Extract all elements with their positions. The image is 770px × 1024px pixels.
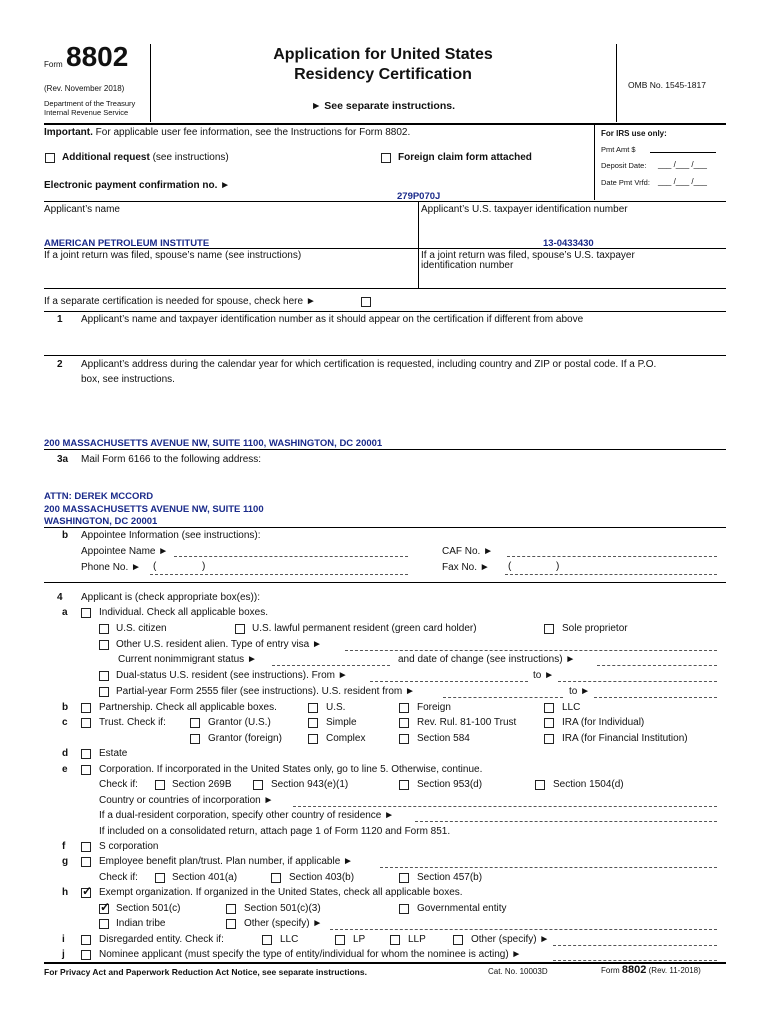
exempt-org-checkbox[interactable] <box>81 884 93 898</box>
govt-entity-checkbox[interactable] <box>399 904 409 914</box>
exempt-other-checkbox[interactable] <box>226 919 236 929</box>
country-inc-field[interactable] <box>293 806 717 807</box>
line4g-letter: g <box>62 856 69 867</box>
appointee-name-label: Appointee Name ► <box>81 546 169 557</box>
date-change-label: and date of change (see instructions) ► <box>398 654 576 665</box>
sec943-checkbox[interactable] <box>253 780 263 790</box>
omb-number: OMB No. 1545-1817 <box>628 80 706 90</box>
grantor-us-checkbox[interactable] <box>190 718 200 728</box>
epayment-value[interactable]: 279P070J <box>397 191 441 202</box>
plan-check-if: Check if: <box>99 872 138 883</box>
see-instructions: ► See separate instructions. <box>310 100 456 112</box>
phone-field[interactable] <box>150 574 408 575</box>
phone-paren-close: ) <box>202 561 206 572</box>
spouse-tin-label-1: If a joint return was filed, spouse’s U.S. taxpayer <box>421 250 635 261</box>
sec501c-check-mark: ✓ <box>100 900 111 914</box>
partnership-us-checkbox[interactable] <box>308 703 318 713</box>
dual-resident-field[interactable] <box>415 821 717 822</box>
important-note <box>44 127 410 139</box>
disregarded-other-label: Other (specify) ► <box>471 934 550 945</box>
phone-paren-open: ( <box>153 561 157 572</box>
partial-year-checkbox[interactable] <box>99 687 109 697</box>
lpr-label: U.S. lawful permanent resident (green card holder) <box>252 623 477 634</box>
visa-type-field[interactable] <box>345 650 717 651</box>
line4j-letter: j <box>62 949 65 960</box>
nominee-checkbox[interactable] <box>81 950 91 960</box>
grantor-foreign-label: Grantor (foreign) <box>208 733 282 744</box>
rule-line3a-top <box>44 449 726 450</box>
corp-check-if: Check if: <box>99 779 138 790</box>
irs-box-divider <box>594 124 595 200</box>
dual-status-checkbox[interactable] <box>99 671 109 681</box>
foreign-claim-label: Foreign claim form attached <box>398 152 532 163</box>
applicant-tin-label: Applicant’s U.S. taxpayer identification number <box>421 204 628 215</box>
additional-request-label <box>62 152 229 164</box>
line4b-letter: b <box>62 702 69 713</box>
benefit-plan-label: Employee benefit plan/trust. Plan number, if applicable ► <box>99 856 353 867</box>
disregarded-checkbox[interactable] <box>81 935 91 945</box>
exempt-org-check-mark: ✓ <box>82 884 93 898</box>
complex-label: Complex <box>326 733 366 744</box>
rule-line1-top <box>44 311 726 312</box>
estate-label: Estate <box>99 748 128 759</box>
line3b-text: Appointee Information (see instructions): <box>81 530 261 541</box>
sec943-label: Section 943(e)(1) <box>271 779 349 790</box>
agency: Internal Revenue Service <box>44 108 129 117</box>
deposit-date-blank: ___ /___ /___ <box>658 160 707 169</box>
nominee-field[interactable] <box>553 960 717 961</box>
ira-individual-label: IRA (for Individual) <box>562 717 645 728</box>
sec953-label: Section 953(d) <box>417 779 483 790</box>
form-number: 8802 <box>66 41 129 72</box>
simple-label: Simple <box>326 717 357 728</box>
line4-text: Applicant is (check appropriate box(es)): <box>81 592 260 603</box>
mail-address-line2[interactable]: 200 MASSACHUSETTS AVENUE NW, SUITE 1100 <box>44 504 264 515</box>
indian-tribe-label: Indian tribe <box>116 918 166 929</box>
rule-applicant-top <box>44 201 726 202</box>
line4i-letter: i <box>62 934 65 945</box>
mail-address-line1[interactable]: ATTN: DEREK MCCORD <box>44 491 154 502</box>
disregarded-other-checkbox[interactable] <box>453 935 463 945</box>
line4a-letter: a <box>62 607 68 618</box>
revision-date: (Rev. November 2018) <box>44 84 125 93</box>
sec501c3-checkbox[interactable] <box>226 904 236 914</box>
separate-cert-label: If a separate certification is needed for spouse, check here ► <box>44 296 316 307</box>
mail-address-line3[interactable]: WASHINGTON, DC 20001 <box>44 516 158 527</box>
sec269b-label: Section 269B <box>172 779 232 790</box>
partnership-foreign-label: Foreign <box>417 702 451 713</box>
disregarded-label: Disregarded entity. Check if: <box>99 934 224 945</box>
department: Department of the Treasury <box>44 99 136 108</box>
date-pmt-vrfd-blank: ___ /___ /___ <box>658 177 707 186</box>
individual-label: Individual. Check all applicable boxes. <box>99 607 268 618</box>
sec401a-checkbox[interactable] <box>155 873 165 883</box>
dual-to-field[interactable] <box>558 681 717 682</box>
dual-from-field[interactable] <box>370 681 528 682</box>
trust-checkbox[interactable] <box>81 718 91 728</box>
partnership-foreign-checkbox[interactable] <box>399 703 409 713</box>
partnership-llc-checkbox[interactable] <box>544 703 554 713</box>
rule-line4-top <box>44 582 726 583</box>
applicant-divider <box>418 202 419 288</box>
important-label: Important. <box>44 127 93 138</box>
applicant-tin-value[interactable]: 13-0433430 <box>543 238 594 249</box>
epayment-label: Electronic payment confirmation no. ► <box>44 180 231 191</box>
footer-revision: (Rev. 11-2018) <box>648 966 701 975</box>
sec403b-checkbox[interactable] <box>271 873 281 883</box>
disregarded-lp-checkbox[interactable] <box>335 935 345 945</box>
corporation-checkbox[interactable] <box>81 765 91 775</box>
s-corp-checkbox[interactable] <box>81 842 91 852</box>
irs-use-only: For IRS use only: <box>601 129 667 138</box>
line4d-letter: d <box>62 748 69 759</box>
exempt-other-field[interactable] <box>330 929 717 930</box>
partnership-llc-label: LLC <box>562 702 581 713</box>
ira-financial-label: IRA (for Financial Institution) <box>562 733 688 744</box>
fax-field[interactable] <box>505 574 717 575</box>
trust-label: Trust. Check if: <box>99 717 166 728</box>
sec457b-label: Section 457(b) <box>417 872 483 883</box>
partnership-us-label: U.S. <box>326 702 346 713</box>
line3a-text: Mail Form 6166 to the following address: <box>81 454 262 465</box>
disregarded-other-field[interactable] <box>553 945 717 946</box>
exempt-other-label: Other (specify) ► <box>244 918 323 929</box>
estate-checkbox[interactable] <box>81 749 91 759</box>
disregarded-llc-label: LLC <box>280 934 299 945</box>
sec584-label: Section 584 <box>417 733 470 744</box>
indian-tribe-checkbox[interactable] <box>99 919 109 929</box>
header-rule <box>44 123 726 125</box>
nominee-label: Nominee applicant (must specify the type of entity/individual for whom the nominee is acting) ► <box>99 949 522 960</box>
nonimm-status-label: Current nonimmigrant status ► <box>118 654 257 665</box>
sec403b-label: Section 403(b) <box>289 872 355 883</box>
line1-number: 1 <box>57 314 63 325</box>
line4f-letter: f <box>62 841 66 852</box>
disregarded-llp-checkbox[interactable] <box>390 935 400 945</box>
catalog-number: Cat. No. 10003D <box>488 967 548 976</box>
individual-checkbox[interactable] <box>81 608 91 618</box>
govt-entity-label: Governmental entity <box>417 903 507 914</box>
dual-status-label: Dual-status U.S. resident (see instructions). From ► <box>116 670 348 681</box>
rev-rul-checkbox[interactable] <box>399 718 409 728</box>
disregarded-lp-label: LP <box>353 934 366 945</box>
additional-request-checkbox[interactable] <box>45 153 55 163</box>
form-title-line1: Application for United States <box>273 46 493 63</box>
line4-number: 4 <box>57 592 63 603</box>
plan-number-field[interactable] <box>380 867 717 868</box>
ira-individual-checkbox[interactable] <box>544 718 554 728</box>
header-divider-right <box>616 44 617 122</box>
applicant-name-value[interactable]: AMERICAN PETROLEUM INSTITUTE <box>44 238 210 249</box>
date-change-field[interactable] <box>597 665 717 666</box>
partial-to-field[interactable] <box>594 697 717 698</box>
rev-rul-label: Rev. Rul. 81-100 Trust <box>417 717 517 728</box>
partnership-label: Partnership. Check all applicable boxes. <box>99 702 277 713</box>
applicant-name-label: Applicant’s name <box>44 204 120 215</box>
additional-request-text: Additional request <box>62 152 150 163</box>
pmt-amt-line <box>650 152 716 153</box>
fax-paren-close: ) <box>556 561 560 572</box>
grantor-foreign-checkbox[interactable] <box>190 734 200 744</box>
line3b-letter: b <box>62 530 69 541</box>
exempt-org-label: Exempt organization. If organized in the United States, check all applicable boxes. <box>99 887 463 898</box>
sole-prop-label: Sole proprietor <box>562 623 628 634</box>
partial-year-label: Partial-year Form 2555 filer (see instructions). U.S. resident from ► <box>116 686 415 697</box>
disregarded-llc-checkbox[interactable] <box>262 935 272 945</box>
complex-checkbox[interactable] <box>308 734 318 744</box>
line4c-letter: c <box>62 717 68 728</box>
us-citizen-label: U.S. citizen <box>116 623 167 634</box>
dual-to-label: to ► <box>533 670 555 681</box>
caf-field[interactable] <box>507 556 717 557</box>
sec1504-checkbox[interactable] <box>535 780 545 790</box>
sec501c3-label: Section 501(c)(3) <box>244 903 321 914</box>
line2-text-1: Applicant’s address during the calendar year for which certification is requested, including country and ZIP or postal code. If a P.O. <box>81 359 657 370</box>
deposit-date-label: Deposit Date: <box>601 161 647 170</box>
phone-label: Phone No. ► <box>81 562 141 573</box>
line4h-letter: h <box>62 887 69 898</box>
line2-address-value[interactable]: 200 MASSACHUSETTS AVENUE NW, SUITE 1100, WASHINGTON, DC 20001 <box>44 438 383 449</box>
footer-form-number: 8802 <box>621 964 647 976</box>
spouse-name-label: If a joint return was filed, spouse’s name (see instructions) <box>44 250 302 261</box>
simple-checkbox[interactable] <box>308 718 318 728</box>
pmt-amt-label: Pmt Amt $ <box>601 145 636 154</box>
disregarded-llp-label: LLP <box>408 934 426 945</box>
line2-number: 2 <box>57 359 63 370</box>
spouse-tin-label-2: identification number <box>421 260 514 271</box>
line3a-number: 3a <box>57 454 69 465</box>
nonimm-status-field[interactable] <box>272 665 390 666</box>
fax-label: Fax No. ► <box>442 562 490 573</box>
lpr-checkbox[interactable] <box>235 624 245 634</box>
sec269b-checkbox[interactable] <box>155 780 165 790</box>
rule-spouse-bottom <box>44 288 726 289</box>
partnership-checkbox[interactable] <box>81 703 91 713</box>
additional-request-note: (see instructions) <box>152 152 229 163</box>
date-pmt-vrfd-label: Date Pmt Vrfd: <box>601 178 650 187</box>
form-label: Form <box>44 60 63 69</box>
sec401a-label: Section 401(a) <box>172 872 238 883</box>
dual-resident-label: If a dual-resident corporation, specify other country of residence ► <box>99 810 395 821</box>
ira-financial-checkbox[interactable] <box>544 734 554 744</box>
grantor-us-label: Grantor (U.S.) <box>208 717 271 728</box>
sec457b-checkbox[interactable] <box>399 873 409 883</box>
benefit-plan-checkbox[interactable] <box>81 857 91 867</box>
partial-from-field[interactable] <box>443 697 563 698</box>
form-title-line2: Residency Certification <box>294 66 472 83</box>
line2-text-2: box, see instructions. <box>81 374 175 385</box>
footer-form-word: Form <box>601 966 620 975</box>
other-alien-label: Other U.S. resident alien. Type of entry visa ► <box>116 639 322 650</box>
sec1504-label: Section 1504(d) <box>553 779 624 790</box>
footer-form-id <box>601 964 701 977</box>
privacy-notice: For Privacy Act and Paperwork Reduction Act Notice, see separate instructions. <box>44 967 367 977</box>
rule-line2-top <box>44 355 726 356</box>
consolidated-note: If included on a consolidated return, attach page 1 of Form 1120 and Form 851. <box>99 826 451 837</box>
fax-paren-open: ( <box>508 561 512 572</box>
country-inc-label: Country or countries of incorporation ► <box>99 795 274 806</box>
sec501c-label: Section 501(c) <box>116 903 181 914</box>
partial-to-label: to ► <box>569 686 591 697</box>
us-citizen-checkbox[interactable] <box>99 624 109 634</box>
sec584-checkbox[interactable] <box>399 734 409 744</box>
corporation-label: Corporation. If incorporated in the United States only, go to line 5. Otherwise, continue. <box>99 764 483 775</box>
line1-text: Applicant’s name and taxpayer identification number as it should appear on the certification if different from above <box>81 314 584 325</box>
rule-spouse-top <box>44 248 726 249</box>
other-alien-checkbox[interactable] <box>99 640 109 650</box>
s-corp-label: S corporation <box>99 841 159 852</box>
separate-cert-checkbox[interactable] <box>361 297 371 307</box>
sec501c-checkbox[interactable] <box>99 900 111 914</box>
caf-label: CAF No. ► <box>442 546 494 557</box>
important-text: For applicable user fee information, see the Instructions for Form 8802. <box>95 127 411 138</box>
appointee-name-field[interactable] <box>174 556 408 557</box>
foreign-claim-checkbox[interactable] <box>381 153 391 163</box>
sole-prop-checkbox[interactable] <box>544 624 554 634</box>
rule-line3b-top <box>44 527 726 528</box>
sec953-checkbox[interactable] <box>399 780 409 790</box>
line4e-letter: e <box>62 764 68 775</box>
